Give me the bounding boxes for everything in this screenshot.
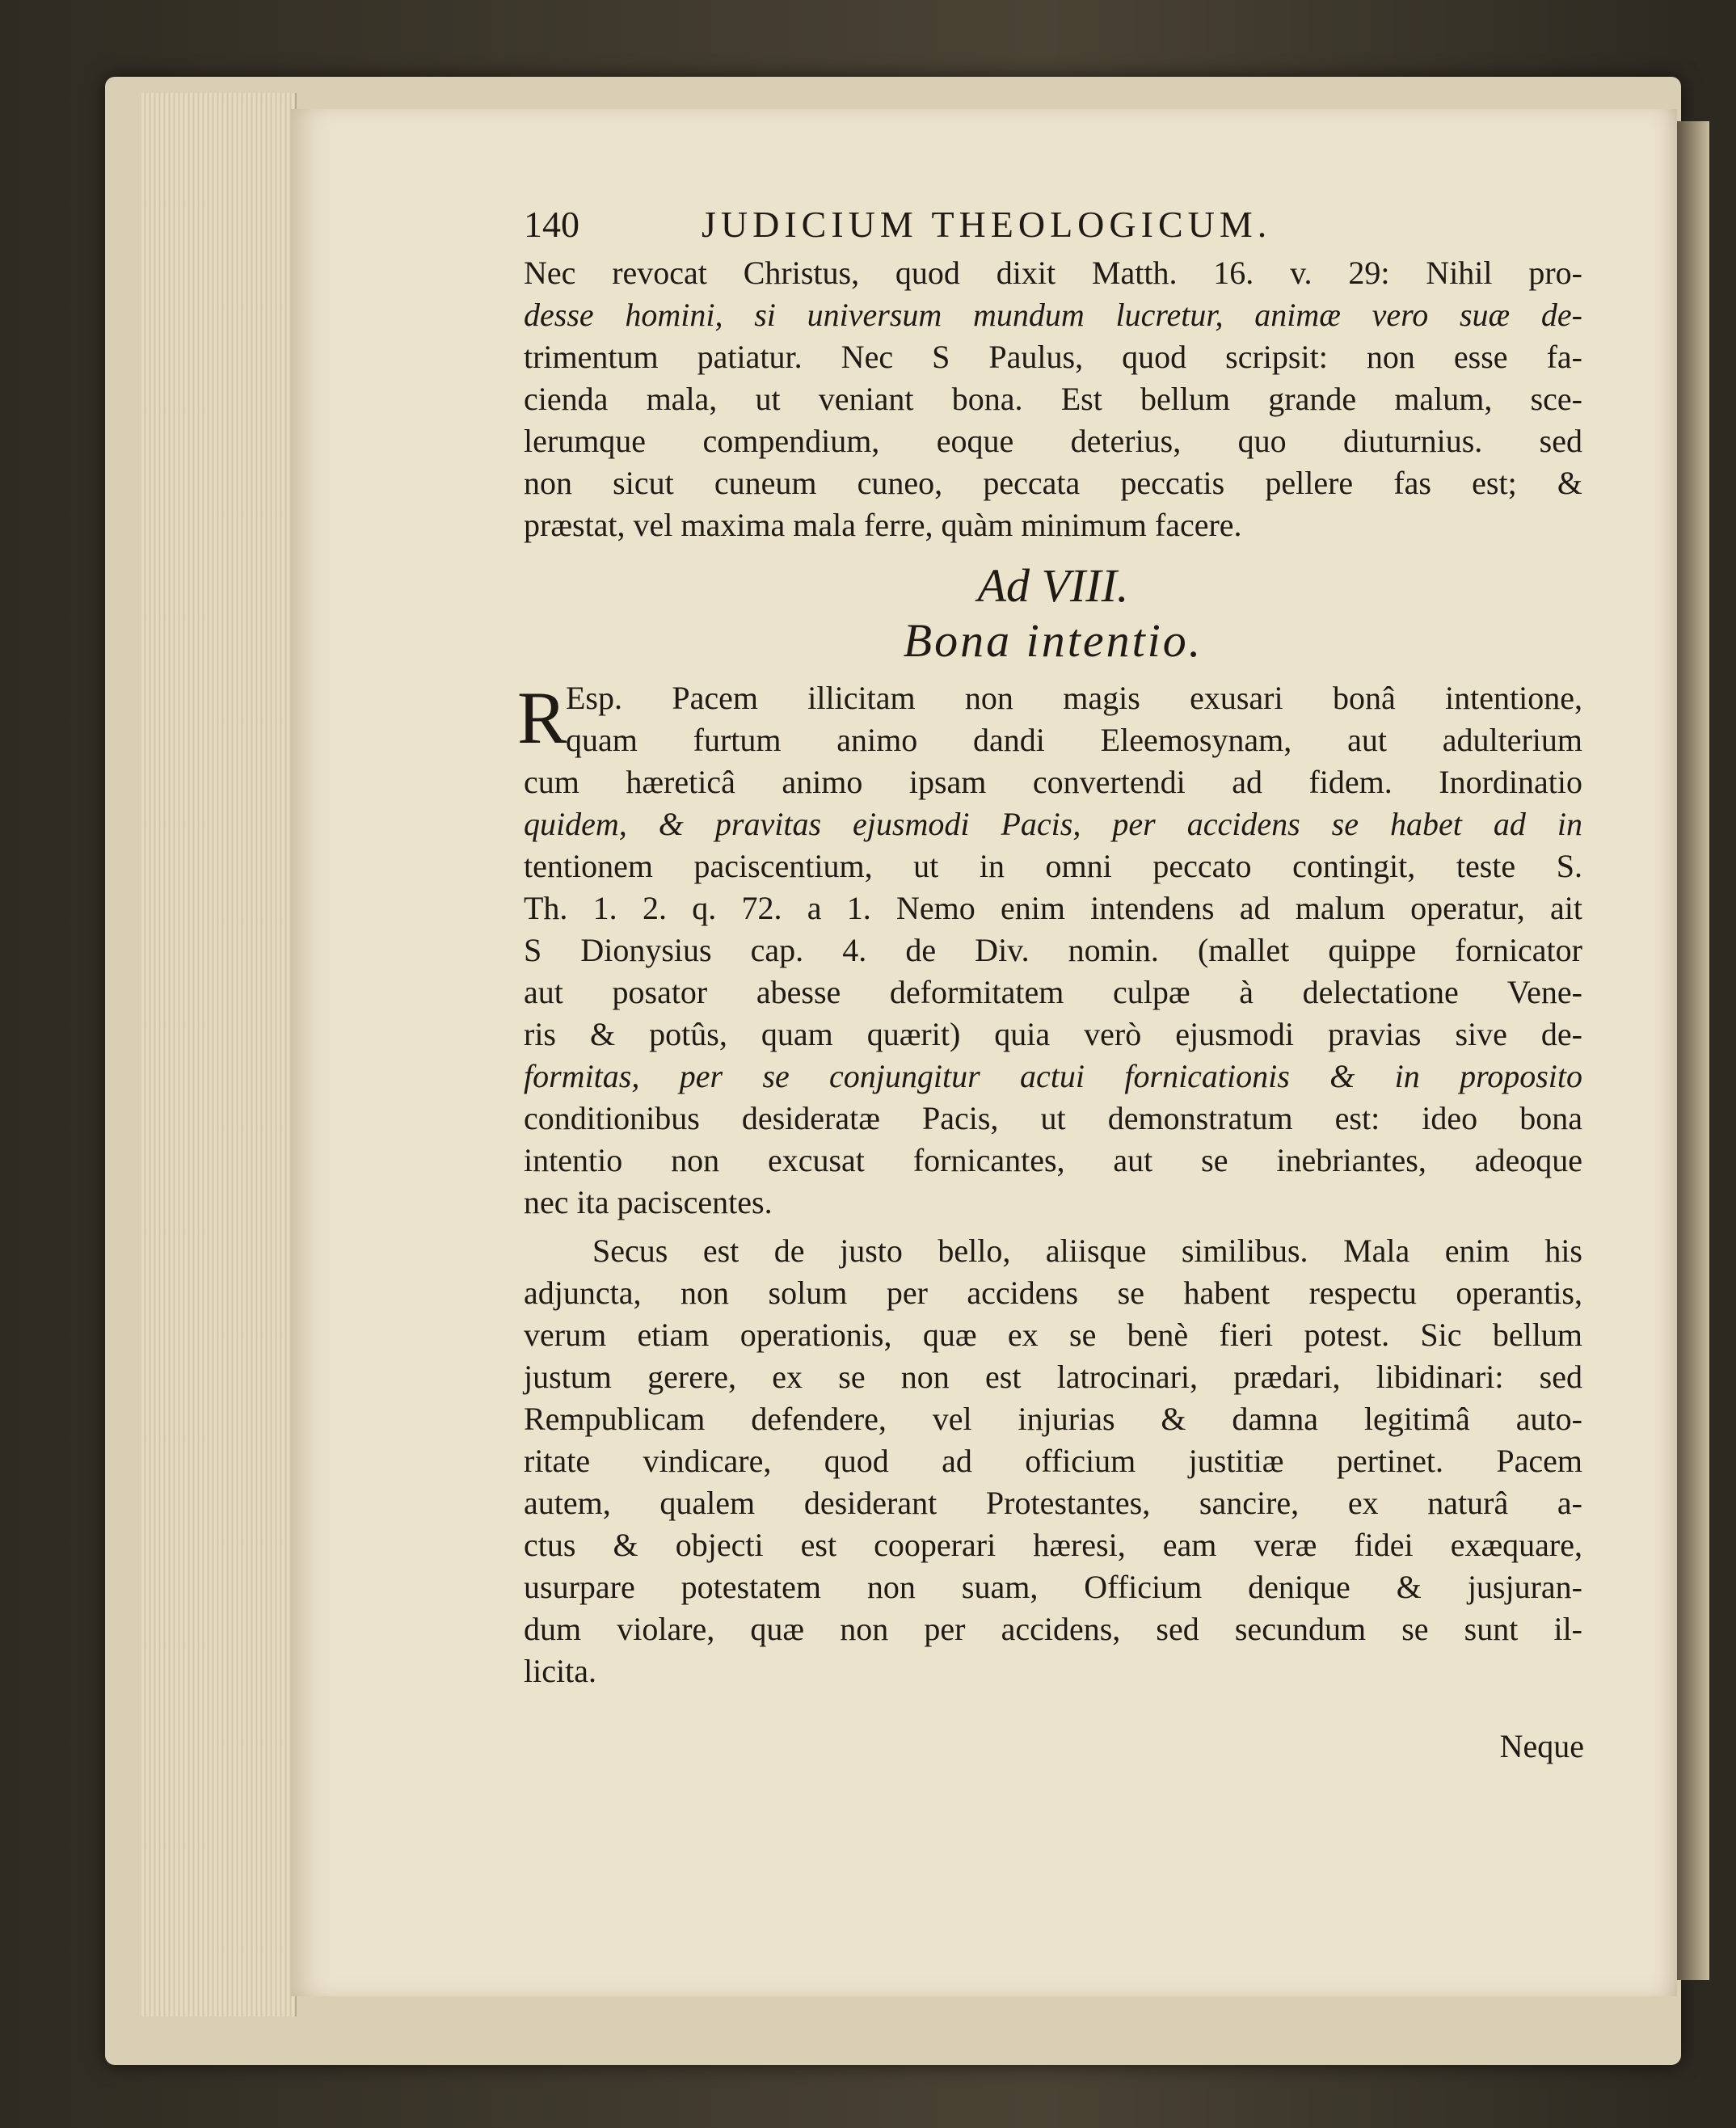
text-line: cum hæreticâ animo ipsam convertendi ad fidem. Inordinatio [524,764,1582,800]
text-line: S Dionysius cap. 4. de Div. nomin. (mallet quippe fornicator [524,932,1582,968]
facing-page-edge [1677,121,1709,1980]
drop-cap: R [517,676,567,759]
text-line: lerumque compendium, eoque deterius, quo diuturnius. sed [524,423,1582,459]
text-line: ctus & objecti est cooperari hæresi, eam veræ fidei exæquare, [524,1527,1582,1563]
running-header [524,200,1582,249]
text-line: Nec revocat Christus, quod dixit Matth. 16. v. 29: Nihil pro- [524,255,1582,291]
text-line: quam furtum animo dandi Eleemosynam, aut adulterium [566,722,1582,758]
page-edges [141,93,297,2016]
text-line: Secus est de justo bello, aliisque similibus. Mala enim his [592,1233,1582,1269]
text-line: præstat, vel maxima mala ferre, quàm minimum facere. [524,507,1242,543]
text-line: autem, qualem desiderant Protestantes, sancire, ex naturâ a- [524,1485,1582,1521]
running-title: JUDICIUM THEOLOGICUM. [702,204,1272,245]
text-line: ris & potûs, quam quærit) quia verò ejusmodi pravias sive de- [524,1016,1582,1052]
text-line: formitas, per se conjungitur actui fornicationis & in proposito [524,1058,1582,1094]
text-line: Rempublicam defendere, vel injurias & damna legitimâ auto- [524,1401,1582,1437]
text-line: tentionem paciscentium, ut in omni peccato contingit, teste S. [524,848,1582,884]
text-line: verum etiam operationis, quæ ex se benè fieri potest. Sic bellum [524,1317,1582,1353]
text-line: intentio non excusat fornicantes, aut se inebriantes, adeoque [524,1142,1582,1178]
page-number: 140 [524,204,579,245]
text-line: desse homini, si universum mundum lucretur, animæ vero suæ de- [524,297,1582,333]
text-line: Th. 1. 2. q. 72. a 1. Nemo enim intendens ad malum operatur, ait [524,890,1582,926]
section-heading: Ad VIII. [977,559,1129,612]
catchword: Neque [1499,1728,1584,1764]
section-subheading: Bona intentio. [903,614,1203,667]
text-line: justum gerere, ex se non est latrocinari, prædari, libidinari: sed [524,1359,1582,1395]
text-line: ritate vindicare, quod ad officium justitiæ pertinet. Pacem [524,1443,1582,1479]
text-line: Esp. Pacem illicitam non magis exusari bonâ intentione, [566,680,1582,716]
text-line: aut posator abesse deformitatem culpæ à delectatione Vene- [524,974,1582,1010]
text-line: adjuncta, non solum per accidens se habent respectu operantis, [524,1275,1582,1311]
text-line: quidem, & pravitas ejusmodi Pacis, per accidens se habet ad in [524,806,1582,842]
text-line: licita. [524,1653,596,1689]
text-line: non sicut cuneum cuneo, peccata peccatis pellere fas est; & [524,465,1582,501]
text-line: dum violare, quæ non per accidens, sed secundum se sunt il- [524,1611,1582,1647]
text-line: cienda mala, ut veniant bona. Est bellum grande malum, sce- [524,381,1582,417]
text-line: nec ita paciscentes. [524,1184,773,1220]
text-line: trimentum patiatur. Nec S Paulus, quod scripsit: non esse fa- [524,339,1582,375]
text-line: conditionibus desideratæ Pacis, ut demonstratum est: ideo bona [524,1100,1582,1136]
text-line: usurpare potestatem non suam, Officium denique & jusjuran- [524,1569,1582,1605]
